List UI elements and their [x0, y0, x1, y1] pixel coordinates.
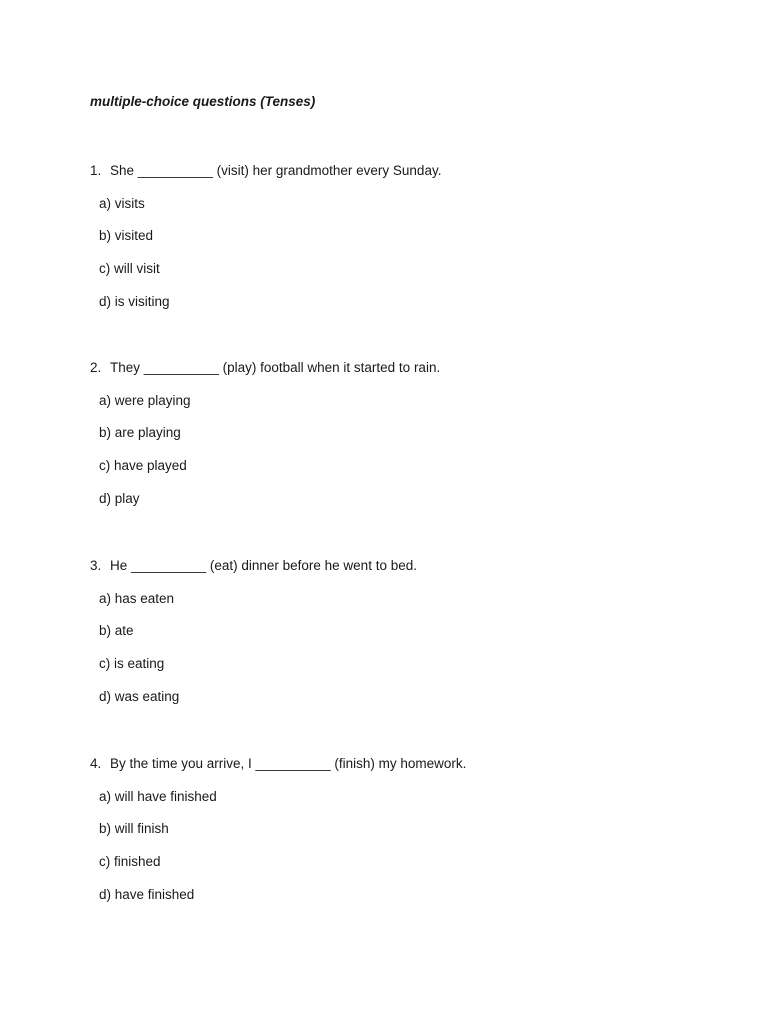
- question-prompt: [90, 359, 440, 377]
- question-number: 2.: [90, 360, 102, 375]
- question-number: 4.: [90, 756, 102, 771]
- option-d: d) was eating: [99, 689, 180, 704]
- option-c: c) have played: [99, 458, 187, 473]
- option-a: a) were playing: [99, 393, 191, 408]
- option-c: c) will visit: [99, 261, 160, 276]
- option-a: a) visits: [99, 196, 145, 211]
- question-prompt: [90, 755, 466, 773]
- question-text: He __________ (eat) dinner before he went to bed.: [110, 558, 417, 573]
- option-b: b) visited: [99, 228, 154, 243]
- question-text: She __________ (visit) her grandmother every Sunday.: [110, 163, 442, 178]
- option-a: a) will have finished: [99, 789, 217, 804]
- question-number: 1.: [90, 163, 102, 178]
- question-1: [0, 162, 768, 322]
- question-number: 3.: [90, 558, 102, 573]
- question-2: [0, 359, 768, 519]
- option-b: b) are playing: [99, 425, 181, 440]
- option-b: b) will finish: [99, 821, 169, 836]
- question-3: [0, 557, 768, 717]
- option-d: d) is visiting: [99, 294, 170, 309]
- question-prompt: [90, 557, 417, 575]
- option-d: d) play: [99, 491, 140, 506]
- question-4: [0, 755, 768, 915]
- option-a: a) has eaten: [99, 591, 175, 606]
- question-prompt: [90, 162, 441, 180]
- page-title: multiple-choice questions (Tenses): [90, 94, 316, 109]
- option-d: d) have finished: [99, 887, 195, 902]
- option-b: b) ate: [99, 623, 134, 638]
- question-text: They __________ (play) football when it started to rain.: [110, 360, 441, 375]
- option-c: c) finished: [99, 854, 161, 869]
- option-c: c) is eating: [99, 656, 165, 671]
- question-text: By the time you arrive, I __________ (finish) my homework.: [110, 756, 467, 771]
